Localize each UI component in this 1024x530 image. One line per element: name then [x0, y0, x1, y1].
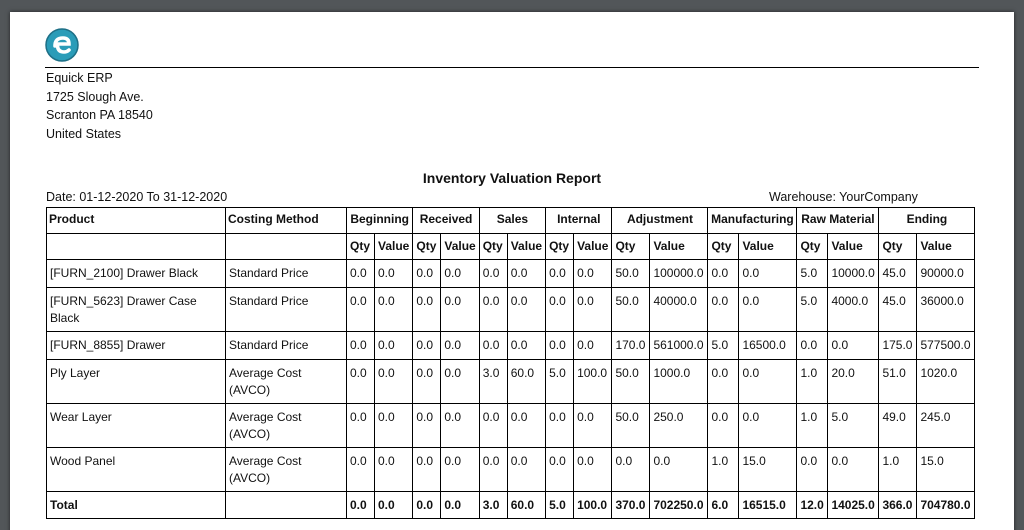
subheader-qty: Qty [797, 234, 828, 260]
value-cell: 0.0 [574, 288, 612, 332]
qty-cell: 0.0 [546, 404, 574, 448]
subheader-product-blank [47, 234, 226, 260]
table-row [47, 360, 975, 404]
subheader-value: Value [739, 234, 797, 260]
table-row [47, 404, 975, 448]
costing-method-cell: Average Cost (AVCO) [226, 448, 347, 492]
value-cell: 16500.0 [739, 332, 797, 360]
total-qty-cell: 366.0 [879, 492, 917, 519]
product-cell: [FURN_2100] Drawer Black [47, 260, 226, 288]
value-cell: 0.0 [441, 332, 479, 360]
subheader-qty: Qty [708, 234, 739, 260]
value-cell: 0.0 [650, 448, 708, 492]
product-cell: Wear Layer [47, 404, 226, 448]
qty-cell: 0.0 [546, 332, 574, 360]
value-cell: 90000.0 [917, 260, 975, 288]
product-cell: [FURN_8855] Drawer [47, 332, 226, 360]
value-cell: 0.0 [441, 360, 479, 404]
qty-cell: 5.0 [797, 260, 828, 288]
total-value-cell: 16515.0 [739, 492, 797, 519]
value-cell: 4000.0 [828, 288, 879, 332]
total-qty-cell: 5.0 [546, 492, 574, 519]
report-page [10, 12, 1014, 530]
report-date-range: Date: 01-12-2020 To 31-12-2020 [46, 190, 228, 204]
qty-cell: 5.0 [708, 332, 739, 360]
qty-cell: 0.0 [612, 448, 650, 492]
qty-cell: 0.0 [413, 260, 441, 288]
costing-method-cell: Standard Price [226, 260, 347, 288]
header-group-received: Received [413, 208, 479, 234]
qty-cell: 0.0 [413, 404, 441, 448]
subheader-value: Value [650, 234, 708, 260]
value-cell: 577500.0 [917, 332, 975, 360]
qty-cell: 0.0 [479, 332, 507, 360]
qty-cell: 175.0 [879, 332, 917, 360]
subheader-value: Value [917, 234, 975, 260]
report-title: Inventory Valuation Report [422, 170, 602, 186]
header-group-manufacturing: Manufacturing [708, 208, 797, 234]
qty-cell: 49.0 [879, 404, 917, 448]
qty-cell: 0.0 [708, 260, 739, 288]
qty-cell: 0.0 [347, 332, 375, 360]
total-value-cell: 704780.0 [917, 492, 975, 519]
subheader-qty: Qty [546, 234, 574, 260]
value-cell: 0.0 [441, 404, 479, 448]
qty-cell: 0.0 [546, 288, 574, 332]
qty-cell: 50.0 [612, 288, 650, 332]
total-qty-cell: 12.0 [797, 492, 828, 519]
costing-method-cell: Average Cost (AVCO) [226, 360, 347, 404]
value-cell: 250.0 [650, 404, 708, 448]
qty-cell: 170.0 [612, 332, 650, 360]
qty-cell: 5.0 [546, 360, 574, 404]
subheader-value: Value [828, 234, 879, 260]
total-value-cell: 60.0 [507, 492, 545, 519]
qty-cell: 0.0 [347, 360, 375, 404]
value-cell: 0.0 [574, 404, 612, 448]
qty-cell: 1.0 [797, 404, 828, 448]
value-cell: 15.0 [917, 448, 975, 492]
value-cell: 0.0 [574, 260, 612, 288]
total-method-blank [226, 492, 347, 519]
qty-cell: 0.0 [546, 448, 574, 492]
qty-cell: 1.0 [797, 360, 828, 404]
value-cell: 0.0 [375, 448, 413, 492]
value-cell: 40000.0 [650, 288, 708, 332]
table-row [47, 332, 975, 360]
report-warehouse: Warehouse: YourCompany [769, 190, 918, 204]
value-cell: 0.0 [441, 288, 479, 332]
qty-cell: 0.0 [479, 288, 507, 332]
qty-cell: 50.0 [612, 260, 650, 288]
header-group-sales: Sales [479, 208, 545, 234]
total-qty-cell: 0.0 [413, 492, 441, 519]
value-cell: 0.0 [507, 288, 545, 332]
qty-cell: 0.0 [479, 404, 507, 448]
company-address [46, 69, 153, 144]
qty-cell: 0.0 [413, 360, 441, 404]
header-group-beginning: Beginning [347, 208, 413, 234]
inventory-valuation-table [46, 207, 975, 519]
header-group-internal: Internal [546, 208, 612, 234]
qty-cell: 0.0 [708, 360, 739, 404]
value-cell: 0.0 [828, 332, 879, 360]
qty-cell: 1.0 [708, 448, 739, 492]
table-row [47, 288, 975, 332]
qty-cell: 0.0 [479, 448, 507, 492]
qty-cell: 0.0 [347, 404, 375, 448]
total-value-cell: 0.0 [375, 492, 413, 519]
subheader-qty: Qty [413, 234, 441, 260]
header-group-adjustment: Adjustment [612, 208, 708, 234]
subheader-value: Value [574, 234, 612, 260]
total-qty-cell: 6.0 [708, 492, 739, 519]
value-cell: 0.0 [574, 448, 612, 492]
value-cell: 0.0 [441, 260, 479, 288]
value-cell: 0.0 [375, 332, 413, 360]
company-city: Scranton PA 18540 [46, 108, 153, 123]
company-name: Equick ERP [46, 71, 113, 85]
subheader-method-blank [226, 234, 347, 260]
qty-cell: 0.0 [708, 404, 739, 448]
qty-cell: 0.0 [347, 288, 375, 332]
header-product: Product [47, 208, 226, 234]
value-cell: 1020.0 [917, 360, 975, 404]
header-costing-method: Costing Method [226, 208, 347, 234]
subheader-value: Value [375, 234, 413, 260]
subheader-value: Value [441, 234, 479, 260]
qty-cell: 50.0 [612, 404, 650, 448]
total-label: Total [47, 492, 226, 519]
value-cell: 5.0 [828, 404, 879, 448]
header-group-raw-material: Raw Material [797, 208, 879, 234]
subheader-qty: Qty [347, 234, 375, 260]
total-qty-cell: 370.0 [612, 492, 650, 519]
value-cell: 0.0 [375, 404, 413, 448]
qty-cell: 0.0 [413, 332, 441, 360]
costing-method-cell: Standard Price [226, 288, 347, 332]
qty-cell: 0.0 [347, 448, 375, 492]
value-cell: 0.0 [507, 404, 545, 448]
company-street: 1725 Slough Ave. [46, 89, 144, 104]
table-row [47, 260, 975, 288]
qty-cell: 45.0 [879, 260, 917, 288]
table-subheader-row [47, 234, 975, 260]
value-cell: 0.0 [828, 448, 879, 492]
value-cell: 100.0 [574, 360, 612, 404]
subheader-value: Value [507, 234, 545, 260]
value-cell: 15.0 [739, 448, 797, 492]
qty-cell: 45.0 [879, 288, 917, 332]
value-cell: 0.0 [574, 332, 612, 360]
product-cell: [FURN_5623] Drawer Case Black [47, 288, 226, 332]
value-cell: 0.0 [739, 288, 797, 332]
value-cell: 0.0 [739, 260, 797, 288]
costing-method-cell: Average Cost (AVCO) [226, 404, 347, 448]
qty-cell: 3.0 [479, 360, 507, 404]
header-group-ending: Ending [879, 208, 975, 234]
table-row [47, 448, 975, 492]
qty-cell: 5.0 [797, 288, 828, 332]
value-cell: 10000.0 [828, 260, 879, 288]
value-cell: 0.0 [739, 360, 797, 404]
value-cell: 0.0 [739, 404, 797, 448]
value-cell: 20.0 [828, 360, 879, 404]
equick-logo-icon [45, 28, 79, 62]
subheader-qty: Qty [612, 234, 650, 260]
qty-cell: 50.0 [612, 360, 650, 404]
value-cell: 0.0 [441, 448, 479, 492]
total-value-cell: 14025.0 [828, 492, 879, 519]
qty-cell: 0.0 [546, 260, 574, 288]
total-value-cell: 100.0 [574, 492, 612, 519]
value-cell: 0.0 [375, 360, 413, 404]
qty-cell: 0.0 [797, 448, 828, 492]
subheader-qty: Qty [879, 234, 917, 260]
qty-cell: 1.0 [879, 448, 917, 492]
header-divider [45, 67, 979, 68]
qty-cell: 0.0 [413, 288, 441, 332]
value-cell: 36000.0 [917, 288, 975, 332]
qty-cell: 51.0 [879, 360, 917, 404]
value-cell: 0.0 [375, 288, 413, 332]
value-cell: 0.0 [507, 332, 545, 360]
qty-cell: 0.0 [479, 260, 507, 288]
total-qty-cell: 0.0 [347, 492, 375, 519]
company-country: United States [46, 127, 122, 142]
table-total-row [47, 492, 975, 519]
value-cell: 60.0 [507, 360, 545, 404]
costing-method-cell: Standard Price [226, 332, 347, 360]
total-qty-cell: 3.0 [479, 492, 507, 519]
value-cell: 100000.0 [650, 260, 708, 288]
product-cell: Ply Layer [47, 360, 226, 404]
value-cell: 245.0 [917, 404, 975, 448]
value-cell: 0.0 [375, 260, 413, 288]
qty-cell: 0.0 [347, 260, 375, 288]
qty-cell: 0.0 [708, 288, 739, 332]
product-cell: Wood Panel [47, 448, 226, 492]
qty-cell: 0.0 [797, 332, 828, 360]
value-cell: 0.0 [507, 448, 545, 492]
value-cell: 0.0 [507, 260, 545, 288]
total-value-cell: 702250.0 [650, 492, 708, 519]
total-value-cell: 0.0 [441, 492, 479, 519]
value-cell: 1000.0 [650, 360, 708, 404]
value-cell: 561000.0 [650, 332, 708, 360]
table-header-row [47, 208, 975, 234]
qty-cell: 0.0 [413, 448, 441, 492]
subheader-qty: Qty [479, 234, 507, 260]
